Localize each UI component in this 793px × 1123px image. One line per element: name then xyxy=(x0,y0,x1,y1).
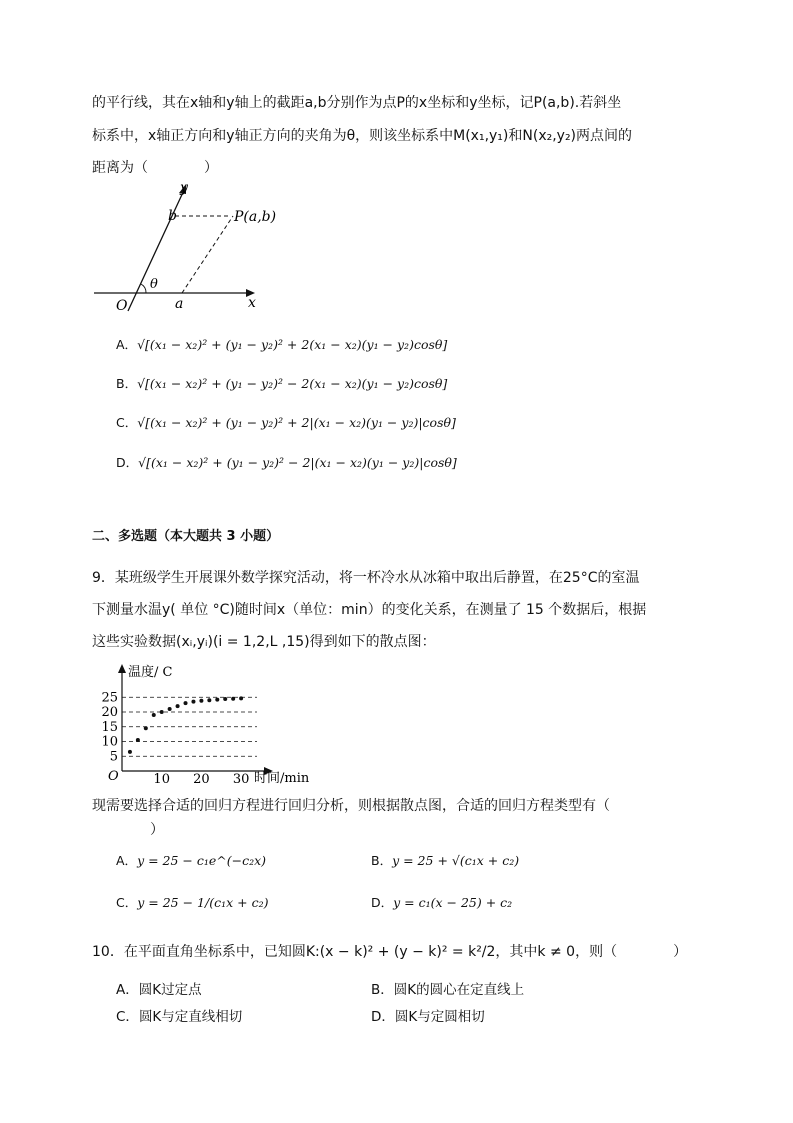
oblique-axes-figure xyxy=(88,180,278,315)
chart-point xyxy=(231,697,235,701)
section-title: 二、多选题（本大题共 3 小题） xyxy=(92,529,280,544)
q9-text-line-2: 下测量水温y( 单位 °C)随时间x（单位：min）的变化关系，在测量了 15 个数据后，根据 xyxy=(92,602,647,618)
q10-option-b[interactable]: B．圆K的圆心在定直线上 xyxy=(371,982,525,998)
q9-text-line-4: 现需要选择合适的回归方程进行回归分析，则根据散点图，合适的回归方程类型有（ xyxy=(92,798,610,814)
b-label: b xyxy=(168,208,177,224)
y-axis-label: y xyxy=(180,180,188,196)
chart-ylabel: 温度/ C xyxy=(128,665,173,680)
q10-option-d[interactable]: D．圆K与定圆相切 xyxy=(371,1009,485,1025)
point-p-label: P(a,b) xyxy=(234,209,277,225)
theta-arc xyxy=(141,284,146,293)
chart-ytick-label: 10 xyxy=(101,734,118,750)
a-label: a xyxy=(175,296,184,312)
chart-point xyxy=(136,738,140,742)
chart-xtick-label: 10 xyxy=(153,772,170,787)
q9-text-line-1: 9．某班级学生开展课外数学探究活动，将一杯冷水从冰箱中取出后静置，在25°C的室温 xyxy=(92,570,640,586)
chart-point xyxy=(168,707,172,711)
chart-point xyxy=(215,698,219,702)
q9-option-c[interactable]: C．y = 25 − 1/(c₁x + c₂) xyxy=(116,895,269,910)
q9-text-line-5: ） xyxy=(150,822,164,838)
q8-text-line-3: 距离为（ ） xyxy=(92,160,218,176)
q9-text-line-3: 这些实验数据(xᵢ,yᵢ)(i = 1,2,L ,15)得到如下的散点图： xyxy=(92,634,436,650)
q8-text-line-1: 的平行线，其在x轴和y轴上的截距a,b分别作为点P的x坐标和y坐标，记P(a,b).若斜坐 xyxy=(92,95,622,111)
q10-option-a[interactable]: A．圆K过定点 xyxy=(116,982,202,998)
chart-point xyxy=(223,697,227,701)
origin-label: O xyxy=(116,298,128,314)
chart-xlabel: 时间/min xyxy=(254,771,310,786)
chart-point xyxy=(144,726,148,730)
scatter-chart xyxy=(92,658,322,788)
theta-label: θ xyxy=(150,277,158,292)
chart-point xyxy=(239,696,243,700)
q8-text-line-2: 标系中，x轴正方向和y轴正方向的夹角为θ，则该坐标系中M(x₁,y₁)和N(x₂,y₂)两点间的 xyxy=(92,128,633,144)
q8-option-a[interactable]: A．√[(x₁ − x₂)² + (y₁ − y₂)² + 2(x₁ − x₂)(y₁ − y₂)cosθ] xyxy=(116,337,448,352)
q8-option-d[interactable]: D．√[(x₁ − x₂)² + (y₁ − y₂)² − 2|(x₁ − x₂)(y₁ − y₂)|cosθ] xyxy=(116,455,457,470)
chart-y-axis-arrow xyxy=(118,664,126,673)
chart-ytick-label: 5 xyxy=(109,749,118,765)
q10-option-c[interactable]: C．圆K与定直线相切 xyxy=(116,1009,243,1025)
x-axis-label: x xyxy=(248,295,256,311)
chart-point xyxy=(176,704,180,708)
chart-point xyxy=(207,698,211,702)
q9-option-b[interactable]: B．y = 25 + √(c₁x + c₂) xyxy=(371,853,520,868)
q8-option-b[interactable]: B．√[(x₁ − x₂)² + (y₁ − y₂)² − 2(x₁ − x₂)(y₁ − y₂)cosθ] xyxy=(116,376,448,391)
chart-point xyxy=(184,701,188,705)
chart-point xyxy=(199,699,203,703)
chart-point xyxy=(152,713,156,717)
q8-option-c[interactable]: C．√[(x₁ − x₂)² + (y₁ − y₂)² + 2|(x₁ − x₂)(y₁ − y₂)|cosθ] xyxy=(116,415,456,430)
chart-ytick-label: 15 xyxy=(101,719,118,735)
chart-point xyxy=(160,710,164,714)
q10-text-line-1: 10．在平面直角坐标系中，已知圆K:(x − k)² + (y − k)² = k²/2，其中k ≠ 0，则（ ） xyxy=(92,944,688,960)
q9-option-a[interactable]: A．y = 25 − c₁e^(−c₂x) xyxy=(116,853,267,868)
chart-origin-label: O xyxy=(108,769,119,784)
chart-ytick-label: 25 xyxy=(101,690,118,706)
chart-point xyxy=(191,700,195,704)
chart-xtick-label: 30 xyxy=(232,772,250,787)
q9-option-d[interactable]: D．y = c₁(x − 25) + c₂ xyxy=(371,895,513,910)
chart-point xyxy=(128,750,132,754)
slanted-dashed-line xyxy=(182,216,233,293)
chart-xtick-label: 20 xyxy=(193,772,210,787)
chart-ytick-label: 20 xyxy=(101,705,118,720)
